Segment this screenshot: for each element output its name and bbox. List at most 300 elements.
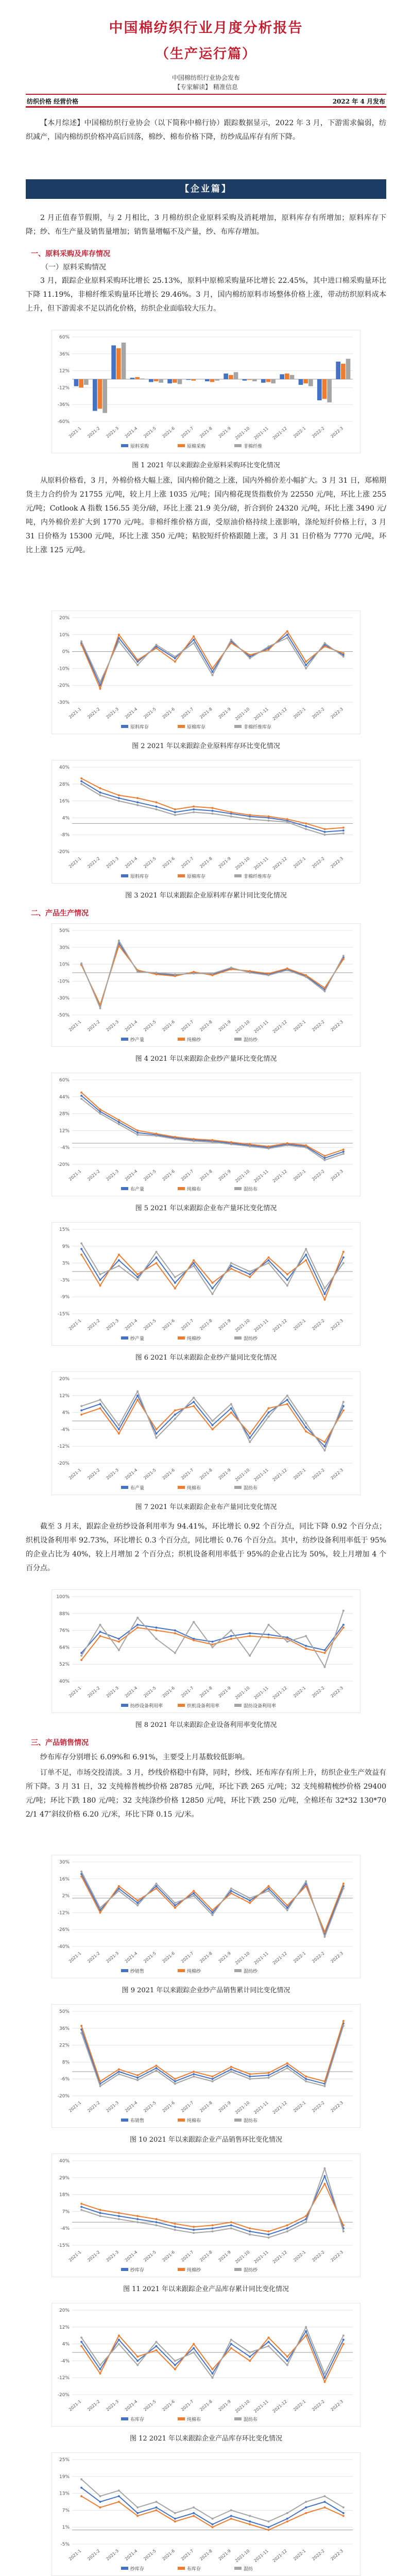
legend-label: 布库存 (130, 2417, 145, 2422)
data-point (156, 1638, 158, 1640)
data-point (249, 1276, 251, 1278)
data-point (156, 2345, 158, 2347)
legend-label: 原料库存 (130, 725, 149, 730)
data-point (193, 1895, 195, 1897)
y-tick-label: -20% (57, 1162, 70, 1167)
legend-swatch (121, 725, 128, 728)
legend-label: 原料库存 (130, 874, 149, 879)
data-point (324, 987, 326, 989)
x-tick-label: 2021-3 (105, 1019, 120, 1032)
y-tick-label: 3% (62, 1261, 70, 1266)
data-point (99, 791, 101, 793)
data-point (156, 808, 158, 810)
data-point (80, 1405, 82, 1407)
legend-label: 混纺纱 (244, 2268, 258, 2273)
x-tick-label: 2021-5 (143, 426, 157, 439)
data-point (118, 2343, 120, 2345)
data-point (136, 1626, 139, 1629)
legend-label: 非棉纤维库存 (244, 725, 272, 730)
x-tick-label: 2021-7 (180, 706, 195, 720)
legend-swatch (234, 1187, 242, 1190)
x-tick-label: 2022-1 (292, 1467, 307, 1481)
legend-label: 纯棉布 (187, 2119, 201, 2124)
data-point (212, 1646, 214, 1648)
x-tick-label: 2021-6 (161, 2249, 176, 2263)
bar (111, 345, 116, 379)
data-point (230, 1638, 232, 1640)
data-point (305, 1248, 307, 1250)
data-point (99, 1113, 101, 1115)
x-tick-label: 2021-3 (105, 856, 120, 869)
y-tick-label: -5% (60, 2542, 70, 2547)
data-point (118, 2215, 120, 2217)
data-point (324, 2167, 326, 2170)
chart-10 (52, 2004, 360, 2128)
data-point (118, 1649, 120, 1651)
data-point (212, 2526, 214, 2528)
bar (266, 379, 271, 382)
data-point (118, 1265, 120, 1267)
x-tick-label: 2022-1 (292, 706, 307, 720)
x-tick-label: 2021-1 (67, 2100, 82, 2113)
data-point (212, 2078, 214, 2080)
data-point (193, 1262, 195, 1264)
data-point (118, 634, 120, 636)
heading-raw-material: 一、原料采购及库存情况 (31, 250, 110, 258)
x-tick-label: 2021-1 (67, 2548, 82, 2562)
x-tick-label: 2021-6 (161, 856, 176, 869)
data-point (136, 1134, 139, 1136)
x-tick-label: 2022-1 (292, 1318, 307, 1331)
legend-label: 布产量 (130, 1187, 145, 1192)
x-tick-label: 2022-3 (330, 2399, 345, 2412)
data-point (99, 1635, 101, 1637)
y-tick-label: 15% (59, 1227, 70, 1232)
data-point (268, 1412, 270, 1414)
legend-label: 原料采购 (130, 444, 149, 449)
x-tick-label: 2021-8 (199, 426, 213, 439)
data-point (136, 797, 139, 799)
data-point (193, 2226, 195, 2228)
data-point (324, 2495, 326, 2497)
data-point (342, 1153, 345, 1155)
legend-label: 混纺布 (244, 1486, 258, 1491)
data-point (305, 825, 307, 827)
legend-swatch (121, 1486, 128, 1489)
data-point (268, 1416, 270, 1418)
y-tick-label: 4% (62, 816, 70, 821)
data-point (268, 2077, 270, 2079)
x-tick-label: 2021-2 (87, 1685, 101, 1699)
data-point (99, 2372, 101, 2375)
data-point (305, 2326, 307, 2328)
legend-swatch (178, 444, 185, 447)
data-point (80, 2345, 82, 2347)
data-point (136, 664, 139, 666)
data-point (174, 1138, 176, 1140)
data-point (156, 2218, 158, 2220)
legend-swatch (178, 2119, 185, 2122)
data-point (118, 797, 120, 799)
data-point (156, 2506, 158, 2509)
data-point (156, 2067, 158, 2069)
x-tick-label: 2021-4 (124, 1168, 139, 1182)
data-point (80, 2487, 82, 2489)
legend-swatch (178, 2567, 185, 2570)
data-point (212, 1643, 214, 1646)
legend-swatch (178, 1038, 185, 1041)
x-tick-label: 2021-7 (180, 426, 195, 439)
data-point (324, 2372, 326, 2375)
y-tick-label: -60% (57, 419, 70, 425)
x-tick-label: 2021-8 (199, 2548, 213, 2562)
data-point (174, 2368, 176, 2370)
data-point (230, 2347, 232, 2349)
data-point (286, 1403, 288, 1405)
x-tick-label: 2022-3 (330, 2100, 345, 2113)
data-point (249, 654, 251, 656)
x-tick-label: 2022-3 (330, 1318, 345, 1331)
data-point (342, 2224, 345, 2226)
x-tick-label: 2021-4 (124, 1467, 139, 1481)
data-point (174, 2520, 176, 2522)
x-tick-label: 2021-10 (234, 426, 251, 441)
x-tick-label: 2021-11 (253, 706, 269, 722)
x-tick-label: 2021-4 (124, 2548, 139, 2562)
data-point (212, 671, 214, 673)
x-tick-label: 2022-1 (292, 2548, 307, 2562)
legend-swatch (178, 2268, 185, 2271)
x-tick-label: 2021-8 (199, 2249, 213, 2263)
data-point (99, 794, 101, 796)
data-point (118, 1890, 120, 1892)
y-tick-label: 2% (62, 1893, 70, 1899)
bar (122, 343, 126, 379)
data-point (80, 962, 82, 964)
data-point (342, 2338, 345, 2341)
y-tick-label: -20% (57, 683, 70, 689)
legend-label: 混纺布 (244, 1187, 258, 1192)
legend-swatch (234, 1486, 242, 1489)
y-tick-label: -12% (57, 385, 70, 391)
data-point (156, 1883, 158, 1885)
x-tick-label: 2021-11 (253, 1318, 269, 1333)
x-tick-label: 2021-2 (87, 1019, 101, 1032)
x-tick-label: 2021-1 (67, 1318, 82, 1331)
x-tick-label: 2021-2 (87, 2399, 101, 2412)
x-tick-label: 2022-3 (330, 1168, 345, 1182)
data-point (99, 1403, 101, 1405)
chart-9 (52, 1855, 360, 1978)
data-point (249, 1433, 251, 1435)
data-point (324, 642, 326, 644)
y-tick-label: 9% (62, 1244, 70, 1249)
x-tick-label: 2021-3 (105, 426, 120, 439)
data-point (193, 811, 195, 813)
legend-swatch (121, 1187, 128, 1190)
data-point (249, 2078, 251, 2080)
data-point (305, 1880, 307, 1882)
x-tick-label: 2021-6 (161, 2399, 176, 2412)
data-point (230, 1412, 232, 1414)
data-point (156, 972, 158, 974)
data-point (136, 2215, 139, 2217)
bar (159, 379, 163, 383)
legend-label: 纱产量 (130, 1038, 145, 1043)
data-point (305, 1431, 307, 1433)
publisher-line: 中国棉纺织行业协会发布 (171, 74, 240, 81)
data-point (212, 1909, 214, 1911)
bar (322, 379, 327, 399)
x-tick-label: 2022-2 (311, 2100, 325, 2113)
data-point (99, 2368, 101, 2370)
data-point (174, 2078, 176, 2080)
data-point (99, 1108, 101, 1110)
data-point (286, 2518, 288, 2520)
data-point (193, 639, 195, 641)
x-tick-label: 2022-3 (330, 2548, 345, 2562)
x-tick-label: 2022-2 (311, 706, 325, 720)
data-point (286, 630, 288, 632)
data-point (324, 1293, 326, 1295)
y-tick-label: -20% (57, 850, 70, 855)
legend-swatch (121, 874, 128, 877)
data-point (230, 2343, 232, 2345)
data-point (268, 2341, 270, 2343)
data-point (99, 2506, 101, 2509)
data-point (118, 1640, 120, 1642)
data-point (99, 1279, 101, 1281)
data-point (118, 2071, 120, 2073)
x-tick-label: 2021-7 (180, 856, 195, 869)
data-point (212, 2227, 214, 2229)
bar (243, 379, 247, 381)
x-tick-label: 2021-12 (271, 706, 288, 722)
data-point (80, 2202, 82, 2205)
y-tick-label: 40% (59, 2159, 70, 2164)
legend-swatch (178, 1336, 185, 1340)
data-point (174, 660, 176, 663)
data-point (156, 2341, 158, 2343)
x-tick-label: 2021-6 (161, 2548, 176, 2562)
data-point (99, 1407, 101, 1409)
y-tick-label: 22% (59, 2043, 70, 2048)
x-tick-label: 2021-12 (271, 426, 288, 441)
data-point (324, 1931, 326, 1933)
heading-raw-purchase: （一）原料采购情况 (41, 263, 106, 272)
data-point (193, 2343, 195, 2345)
y-tick-label: 100% (56, 1595, 70, 1600)
data-point (230, 1403, 232, 1405)
x-tick-label: 2021-11 (253, 2399, 269, 2414)
bar (327, 379, 332, 402)
data-point (249, 1145, 251, 1147)
data-point (174, 1630, 176, 1632)
data-point (118, 1259, 120, 1261)
caption-1: 图 1 2021 年以来跟踪企业原料采购环比变化情况 (132, 462, 280, 469)
x-tick-label: 2021-9 (217, 1685, 232, 1699)
x-tick-label: 2021-11 (253, 2249, 269, 2265)
bar (215, 379, 219, 381)
data-point (249, 2227, 251, 2229)
legend-label: 非棉纤维 (244, 444, 263, 449)
bar (135, 377, 140, 379)
data-point (305, 660, 307, 663)
data-point (268, 2072, 270, 2074)
x-tick-label: 2021-2 (87, 1467, 101, 1481)
x-tick-label: 2021-3 (105, 1685, 120, 1699)
data-point (249, 1270, 251, 1273)
bar (229, 375, 233, 379)
x-tick-label: 2021-1 (67, 2249, 82, 2263)
x-tick-label: 2021-11 (253, 856, 269, 871)
chart-3 (52, 760, 360, 884)
data-point (136, 1276, 139, 1278)
x-tick-label: 2021-7 (180, 2249, 195, 2263)
x-tick-label: 2021-5 (143, 2100, 157, 2113)
legend-swatch (234, 1704, 242, 1707)
x-tick-label: 2021-11 (253, 1467, 269, 1483)
caption-10: 图 10 2021 年以来跟踪企业产品销售环比变化情况 (129, 2136, 283, 2144)
data-point (249, 1437, 251, 1439)
x-tick-label: 2021-6 (161, 1019, 176, 1032)
x-tick-label: 2022-1 (292, 1168, 307, 1182)
x-tick-label: 2021-3 (105, 1467, 120, 1481)
x-tick-label: 2021-9 (217, 856, 232, 869)
data-point (99, 2495, 101, 2497)
bar (205, 379, 210, 381)
x-tick-label: 2022-2 (311, 2399, 325, 2412)
data-point (80, 2336, 82, 2338)
data-point (99, 2364, 101, 2366)
data-point (156, 1428, 158, 1430)
legend-swatch (234, 2268, 242, 2271)
bar (280, 374, 284, 379)
x-tick-label: 2021-2 (87, 2548, 101, 2562)
x-tick-label: 2021-7 (180, 1685, 195, 1699)
data-point (324, 1649, 326, 1651)
x-tick-label: 2021-12 (271, 1019, 288, 1035)
data-point (268, 2233, 270, 2235)
data-point (342, 832, 345, 834)
data-point (174, 2229, 176, 2231)
data-point (249, 2355, 251, 2358)
data-point (193, 2229, 195, 2231)
data-point (80, 2025, 82, 2027)
legend-label: 纯棉布 (187, 1187, 201, 1192)
data-point (193, 1401, 195, 1403)
chart-6 (52, 1222, 360, 1346)
data-point (212, 2076, 214, 2078)
x-tick-label: 2021-12 (271, 1168, 288, 1184)
data-point (80, 777, 82, 779)
legend-swatch (121, 2567, 128, 2570)
y-tick-label: -20% (57, 2393, 70, 2398)
data-point (342, 655, 345, 657)
data-point (136, 1902, 139, 1904)
data-point (212, 1287, 214, 1290)
x-tick-label: 2022-2 (311, 1019, 325, 1032)
y-tick-label: 36% (59, 2026, 70, 2031)
y-tick-label: -26% (57, 1927, 70, 1933)
bar (154, 379, 159, 381)
data-point (156, 2070, 158, 2072)
legend-label: 纺纱设备利用率 (130, 1704, 163, 1709)
data-point (305, 2506, 307, 2509)
data-point (249, 2515, 251, 2517)
x-tick-label: 2021-6 (161, 2100, 176, 2113)
data-point (174, 2518, 176, 2520)
data-point (174, 2083, 176, 2085)
y-tick-label: 8% (62, 2060, 70, 2065)
data-point (118, 940, 120, 942)
x-tick-label: 2021-10 (234, 1685, 251, 1701)
x-tick-label: 2021-9 (217, 426, 232, 439)
legend-label: 布库存 (187, 2567, 201, 2572)
data-point (324, 2506, 326, 2509)
data-point (118, 2495, 120, 2497)
enterprise-p4: 截至 3 月末，跟踪企业纺纱设备利用率为 94.41%，环比增长 0.92 个百分点，同比下降 0.92 个百分点；织机设备利用率 92.73%，环比增长 0.3 个百分点，同比增长 0.76 个百分点。其中，纺纱设备利用率低于 95%的企业占比为 40%，较上月增加 2 个百分点；织机设备利用率低于 95%的企业占比为 50%，较上月增加 4 个百分点。 (26, 1522, 386, 1572)
data-point (268, 649, 270, 651)
x-tick-label: 2021-4 (124, 856, 139, 869)
x-tick-label: 2021-7 (180, 1019, 195, 1032)
data-point (305, 1422, 307, 1424)
legend-label: 布产量 (130, 1486, 145, 1491)
x-tick-label: 2022-3 (330, 856, 345, 869)
data-point (249, 2351, 251, 2353)
data-point (174, 1136, 176, 1138)
x-tick-label: 2021-2 (87, 1318, 101, 1331)
x-tick-label: 2021-9 (217, 1168, 232, 1182)
y-tick-label: 40% (59, 765, 70, 770)
legend-swatch (178, 1704, 185, 1707)
data-point (305, 667, 307, 669)
x-tick-label: 2021-9 (217, 1019, 232, 1032)
data-point (193, 2071, 195, 2073)
x-tick-label: 2021-10 (234, 2548, 251, 2564)
data-point (230, 2066, 232, 2068)
data-point (99, 2209, 101, 2211)
data-point (174, 2223, 176, 2225)
data-point (286, 1909, 288, 1911)
data-point (212, 1282, 214, 1284)
legend-label: 原棉采购 (187, 444, 206, 449)
data-point (286, 1279, 288, 1281)
x-tick-label: 2021-4 (124, 2399, 139, 2412)
data-point (268, 1888, 270, 1890)
x-tick-label: 2021-8 (199, 2399, 213, 2412)
enterprise-p5: 纱布库存分别增长 6.09%和 6.91%，主要受上月基数较低影响。 (40, 1753, 249, 1761)
data-point (305, 828, 307, 830)
chart-4 (52, 923, 360, 1047)
y-tick-label: 28% (59, 1111, 70, 1117)
x-tick-label: 2021-10 (234, 2100, 251, 2115)
legend-label: 纯棉纱 (187, 1969, 201, 1974)
data-point (268, 1636, 270, 1638)
data-point (212, 667, 214, 669)
data-point (99, 2215, 101, 2217)
header-rule-top (26, 94, 386, 95)
x-tick-label: 2021-5 (143, 1168, 157, 1182)
data-point (99, 1284, 101, 1286)
bar (341, 364, 346, 379)
data-point (268, 974, 270, 976)
data-point (324, 1441, 326, 1443)
data-point (193, 1890, 195, 1892)
x-tick-label: 2022-1 (292, 2249, 307, 2263)
x-tick-label: 2022-2 (311, 1951, 325, 1964)
x-tick-label: 2021-5 (143, 1685, 157, 1699)
